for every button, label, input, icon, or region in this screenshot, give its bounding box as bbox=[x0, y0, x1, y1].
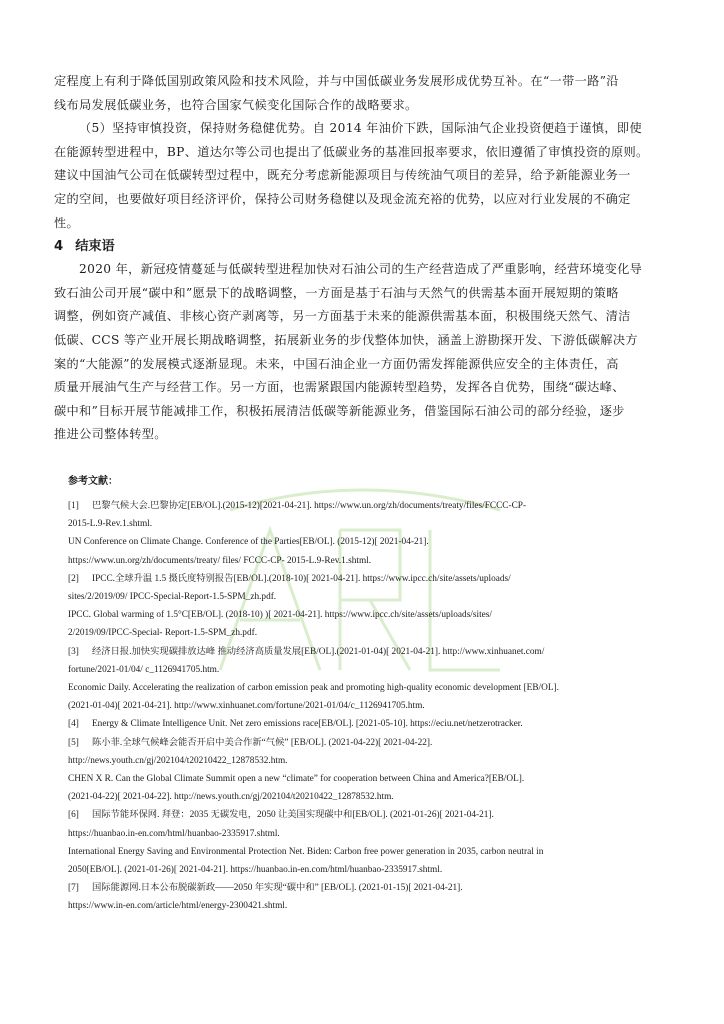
reference-text: (2021-04-22)[ 2021-04-22]. http://news.youth.cn/gj/202104/t20210422_12878532.htm. bbox=[68, 792, 394, 803]
reference-line bbox=[68, 679, 698, 697]
reference-text: 巴黎气候大会.巴黎协定[EB/OL].(2015-12)[2021-04-21]. https://www.un.org/zh/documents/treaty/files/FCCC-CP- bbox=[92, 501, 527, 511]
reference-text: https://www.in-en.com/article/html/energy-2300421.shtml. bbox=[68, 901, 288, 912]
reference-line bbox=[68, 588, 698, 606]
reference-text: 国际能源网.日本公布脱碳新政——2050 年实现“碳中和” [EB/OL]. (2021-01-15)[ 2021-04-21]. bbox=[92, 883, 463, 894]
section-number: 4 bbox=[54, 239, 64, 255]
reference-line bbox=[68, 879, 698, 897]
text-line: 致石油公司开展“碳中和”愿景下的战略调整，一方面是基于石油与天然气的供需基本面开展短期的策略 bbox=[54, 285, 619, 300]
text-line: 推进公司整体转型。 bbox=[54, 427, 167, 442]
reference-text: CHEN X R. Can the Global Climate Summit open a new “climate” for cooperation between China and America?[EB/OL]. bbox=[68, 774, 525, 785]
reference-line bbox=[68, 897, 698, 915]
reference-line bbox=[68, 770, 698, 788]
reference-text: 陈小菲.全球气候峰会能否开启中美合作新“气候” [EB/OL]. (2021-04-22)[ 2021-04-22]. bbox=[92, 737, 433, 748]
text-line: 定的空间，也要做好项目经济评价，保持公司财务稳健以及现金流充裕的优势，以应对行业发展的不确定 bbox=[54, 191, 631, 206]
text-line: 性。 bbox=[54, 215, 80, 230]
reference-text: IPCC.全球升温 1.5 摄氏度特别报告[EB/OL].(2018-10)[ 2021-04-21]. https://www.ipcc.ch/site/assets/uploads/ bbox=[92, 573, 511, 584]
body-text bbox=[54, 70, 690, 447]
reference-line bbox=[68, 515, 698, 533]
reference-text: International Energy Saving and Environmental Protection Net. Biden: Carbon free power generation in 2035, carbon neutral in bbox=[68, 846, 544, 857]
reference-text: sites/2/2019/09/ IPCC-Special-Report-1.5-SPM_zh.pdf. bbox=[68, 592, 277, 603]
text-line: 定程度上有利于降低国别政策风险和技术风险，并与中国低碳业务发展形成优势互补。在“一带一路”沿 bbox=[54, 74, 619, 88]
reference-number: [5] bbox=[68, 737, 79, 748]
section-title: 结束语 bbox=[75, 239, 115, 255]
text-line: （5）坚持审慎投资，保持财务稳健优势。自 2014 年油价下跌，国际油气企业投资便趋于谨慎，即使 bbox=[79, 121, 643, 136]
reference-line bbox=[68, 497, 698, 515]
reference-number: [1] bbox=[68, 501, 79, 511]
reference-line bbox=[68, 788, 698, 806]
reference-number: [4] bbox=[68, 719, 79, 730]
reference-line bbox=[68, 843, 698, 861]
paragraph-conclusion bbox=[54, 258, 690, 447]
reference-line bbox=[68, 697, 698, 715]
reference-number: [3] bbox=[68, 646, 79, 657]
reference-text: Energy & Climate Intelligence Unit. Net zero emissions race[EB/OL]. [2021-05-10]. https://eciu.net/netzerotracker. bbox=[92, 719, 523, 730]
references-list bbox=[68, 497, 698, 916]
reference-text: 国际节能环保网. 拜登：2035 无碳发电，2050 让美国实现碳中和[EB/OL]. (2021-01-26)[ 2021-04-21]. bbox=[92, 810, 494, 821]
reference-line bbox=[68, 570, 698, 588]
text-line: 调整，例如资产减值、非核心资产剥离等，另一方面基于未来的能源供需基本面，积极围绕天然气、清洁 bbox=[54, 309, 631, 324]
reference-line bbox=[68, 533, 698, 551]
reference-line bbox=[68, 552, 698, 570]
reference-line bbox=[68, 734, 698, 752]
text-line: 在能源转型进程中，BP、道达尔等公司也提出了低碳业务的基准回报率要求，依旧遵循了审慎投资的原则。 bbox=[54, 144, 649, 159]
text-line: 案的“大能源”的发展模式逐渐显现。未来，中国石油企业一方面仍需发挥能源供应安全的主体责任，高 bbox=[54, 356, 619, 371]
reference-text: fortune/2021-01/04/ c_1126941705.htm. bbox=[68, 664, 220, 675]
reference-text: 2050[EB/OL]. (2021-01-26)[ 2021-04-21]. https://huanbao.in-en.com/html/huanbao-2335917.shtml. bbox=[68, 865, 443, 876]
text-line: 碳中和”目标开展节能减排工作，积极拓展清洁低碳等新能源业务，借鉴国际石油公司的部分经验，逐步 bbox=[54, 403, 625, 418]
reference-line bbox=[68, 606, 698, 624]
reference-line bbox=[68, 752, 698, 770]
paragraph-continuation bbox=[54, 70, 690, 117]
reference-text: 经济日报.加快实现碳排放达峰 推动经济高质量发展[EB/OL].(2021-01-04)[ 2021-04-21]. http://www.xinhuanet.com/ bbox=[92, 646, 545, 657]
reference-text: https://www.un.org/zh/documents/treaty/ files/ FCCC-CP- 2015-L.9-Rev.1.shtml. bbox=[68, 555, 372, 566]
reference-text: UN Conference on Climate Change. Conference of the Parties[EB/OL]. (2015-12)[ 2021-04-21]. bbox=[68, 537, 429, 548]
references-title: 参考文献： bbox=[68, 476, 118, 487]
reference-text: 2/2019/09/IPCC-Special- Report-1.5-SPM_zh.pdf. bbox=[68, 628, 258, 639]
reference-line bbox=[68, 861, 698, 879]
reference-line bbox=[68, 643, 698, 661]
reference-line bbox=[68, 825, 698, 843]
reference-number: [6] bbox=[68, 810, 79, 821]
reference-text: http://news.youth.cn/gj/202104/t20210422_12878532.htm. bbox=[68, 755, 288, 766]
text-line: 低碳、CCS 等产业开展长期战略调整，拓展新业务的步伐整体加快，涵盖上游勘探开发、下游低碳解决方 bbox=[54, 332, 638, 347]
text-line: 质量开展油气生产与经营工作。另一方面，也需紧跟国内能源转型趋势，发挥各自优势，围绕“碳达峰、 bbox=[54, 380, 625, 395]
reference-line bbox=[68, 715, 698, 733]
section-heading bbox=[54, 236, 690, 258]
reference-line bbox=[68, 806, 698, 824]
text-line: 2020 年，新冠疫情蔓延与低碳转型进程加快对石油公司的生产经营造成了严重影响，经营环境变化导 bbox=[79, 262, 643, 277]
reference-text: (2021-01-04)[ 2021-04-21]. http://www.xinhuanet.com/fortune/2021-01/04/c_1126941705.htm. bbox=[68, 701, 425, 712]
references-section bbox=[68, 474, 698, 916]
paragraph-prudent-investment bbox=[54, 117, 690, 235]
reference-text: 2015-L.9-Rev.1.shtml. bbox=[68, 519, 153, 530]
reference-line bbox=[68, 624, 698, 642]
reference-text: https://huanbao.in-en.com/html/huanbao-2335917.shtml. bbox=[68, 828, 280, 839]
reference-number: [2] bbox=[68, 573, 79, 584]
reference-text: Economic Daily. Accelerating the realization of carbon emission peak and promoting high-quality economic development [EB/OL]. bbox=[68, 683, 559, 694]
reference-text: IPCC. Global warming of 1.5°C[EB/OL]. (2018-10) )[ 2021-04-21]. https://www.ipcc.ch/site/assets/uploads/sites/ bbox=[68, 610, 493, 621]
text-line: 线布局发展低碳业务，也符合国家气候变化国际合作的战略要求。 bbox=[54, 97, 418, 112]
reference-number: [7] bbox=[68, 883, 79, 894]
text-line: 建议中国油气公司在低碳转型过程中，既充分考虑新能源项目与传统油气项目的差异，给予新能源业务一 bbox=[54, 168, 631, 183]
reference-line bbox=[68, 661, 698, 679]
